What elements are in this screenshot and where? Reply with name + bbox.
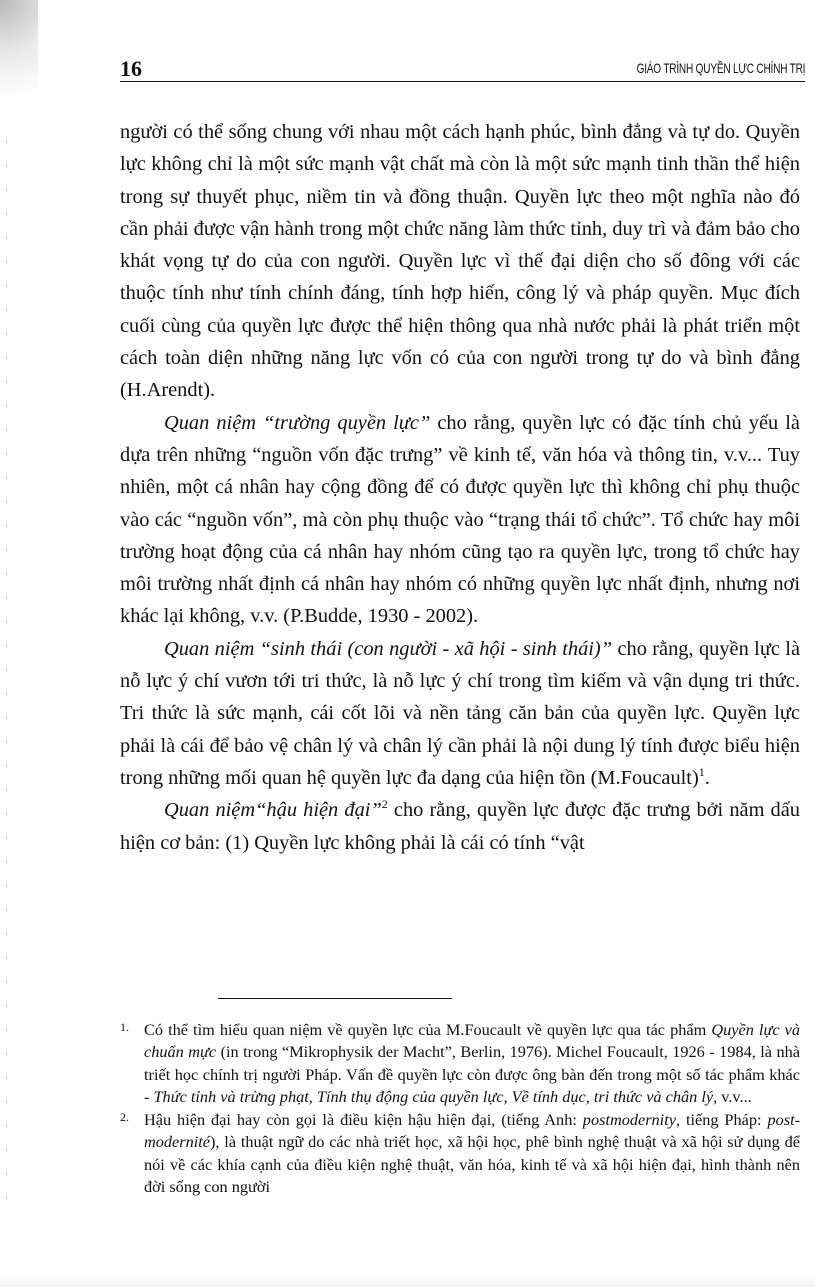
header-rule bbox=[120, 81, 805, 82]
footnote-1-works: Thức tỉnh và trừng phạt, Tính thụ động của quyền lực, Về tính dục, tri thức và chân lý, bbox=[153, 1086, 718, 1106]
footnote-1-text-c: (in trong “Mikrophysik der Macht”, Berlin, 1976). Michel Foucault, 1926 - 1984, là nhà triết học chính trị người Pháp. Vấn đề quyền lực còn được ông bàn đến trong một số tác phẩm khác - bbox=[144, 1042, 800, 1106]
paragraph-3-text: cho rằng, quyền lực là nỗ lực ý chí vươn tới tri thức, là nỗ lực ý chí trong tìm kiếm và vận dụng tri thức. Tri thức là sức mạnh, cái cốt lõi và nền tảng căn bản của quyền lực. Quyền lực phải là cái để bảo vệ chân lý và chân lý cần phải là nội dung lý tính được biểu hiện trong những mối quan hệ quyền lực đa dạng của hiện tồn (M.Foucault) bbox=[120, 637, 801, 789]
footnote-2-text-c: , tiếng Pháp: bbox=[675, 1110, 768, 1130]
footnote-reference-2[interactable]: 2 bbox=[381, 797, 388, 812]
footnote-2-mark: 2. bbox=[120, 1110, 129, 1125]
paragraph-postmodern-theory bbox=[120, 794, 800, 859]
footnote-2-text-a: Hậu hiện đại hay còn gọi là điều kiện hậu hiện đại, (tiếng Anh: bbox=[144, 1110, 583, 1130]
paragraph-continuation bbox=[120, 116, 800, 407]
footnote-2-english-term: postmodernity bbox=[582, 1110, 676, 1130]
paragraph-3-end: . bbox=[704, 766, 710, 789]
footnote-1-mark: 1. bbox=[120, 1020, 129, 1034]
paragraph-4-heading: Quan niệm“hậu hiện đại” bbox=[164, 799, 382, 822]
footnote-separator bbox=[218, 998, 452, 999]
scan-margin-marks bbox=[6, 140, 7, 1220]
footnote-1-title: Quyền lực và chuẩn mực bbox=[144, 1020, 800, 1062]
paragraph-ecology-theory bbox=[120, 633, 800, 794]
paragraph-1-text: người có thể sống chung với nhau một cách hạnh phúc, bình đẳng và tự do. Quyền lực không chỉ là một sức mạnh vật chất mà còn là một sức mạnh tinh thần thể hiện trong sự thuyết phục, niềm tin và đồng thuận. Quyền lực theo một nghĩa nào đó cần phải được vận hành trong một chức năng làm thức tỉnh, duy trì và đảm bảo cho khát vọng tự do của con người. Quyền lực vì thế đại diện cho số đông với các thuộc tính như tính chính đáng, tính hợp hiến, công lý và pháp quyền. Mục đích cuối cùng của quyền lực được thể hiện thông qua nhà nước phải là phát triển một cách toàn diện những năng lực vốn có của con người trong tự do và bình đẳng (H.Arendt). bbox=[120, 121, 800, 402]
paragraph-2-text: cho rằng, quyền lực có đặc tính chủ yếu là dựa trên những “nguồn vốn đặc trưng” về kinh tế, văn hóa và thông tin, v.v... Tuy nhiên, một cá nhân hay cộng đồng để có được quyền lực thì không chỉ phụ thuộc vào các “nguồn vốn”, mà còn phụ thuộc vào “trạng thái tổ chức”. Tổ chức hay môi trường hoạt động của cá nhân hay nhóm cũng tạo ra quyền lực, trong tổ chức hay môi trường nhất định cá nhân hay nhóm có những quyền lực nhất định, nhưng nơi khác lại không, v.v. (P.Budde, 1930 - 2002). bbox=[120, 411, 800, 628]
body-text bbox=[120, 116, 800, 859]
footnote-2-text-e: ), là thuật ngữ do các nhà triết học, xã hội học, phê bình nghệ thuật và xã hội sử dụng để nói về các khía cạnh của điều kiện nghệ thuật, văn hóa, kinh tế và xã hội hiện đại, hình thành nên đời sống con người bbox=[144, 1132, 800, 1197]
page-header bbox=[120, 54, 805, 84]
paragraph-3-heading: Quan niệm “sinh thái (con người - xã hội - sinh thái)” bbox=[164, 637, 613, 660]
footnote-2-french-term: post-modernité bbox=[144, 1110, 801, 1152]
running-title: GIÁO TRÌNH QUYỀN LỰC CHÍNH TRỊ bbox=[636, 60, 805, 76]
paragraph-2-heading: Quan niệm “trường quyền lực” bbox=[164, 411, 431, 434]
footnotes bbox=[120, 1019, 800, 1199]
footnote-1-text-a: Có thể tìm hiểu quan niệm về quyền lực của M.Foucault về quyền lực qua tác phẩm bbox=[144, 1020, 712, 1039]
bottom-shadow bbox=[0, 1275, 815, 1287]
scan-shadow bbox=[0, 0, 38, 120]
page-number: 16 bbox=[120, 56, 142, 81]
footnote-1-text-e: v.v... bbox=[717, 1086, 752, 1106]
footnote-2 bbox=[120, 1109, 800, 1198]
paragraph-field-theory bbox=[120, 407, 800, 633]
footnote-reference-1[interactable]: 1 bbox=[698, 765, 705, 780]
footnote-1 bbox=[120, 1019, 800, 1108]
paragraph-4-text: cho rằng, quyền lực được đặc trưng bởi năm dấu hiện cơ bản: (1) Quyền lực không phải là cái có tính “vật bbox=[120, 799, 801, 854]
